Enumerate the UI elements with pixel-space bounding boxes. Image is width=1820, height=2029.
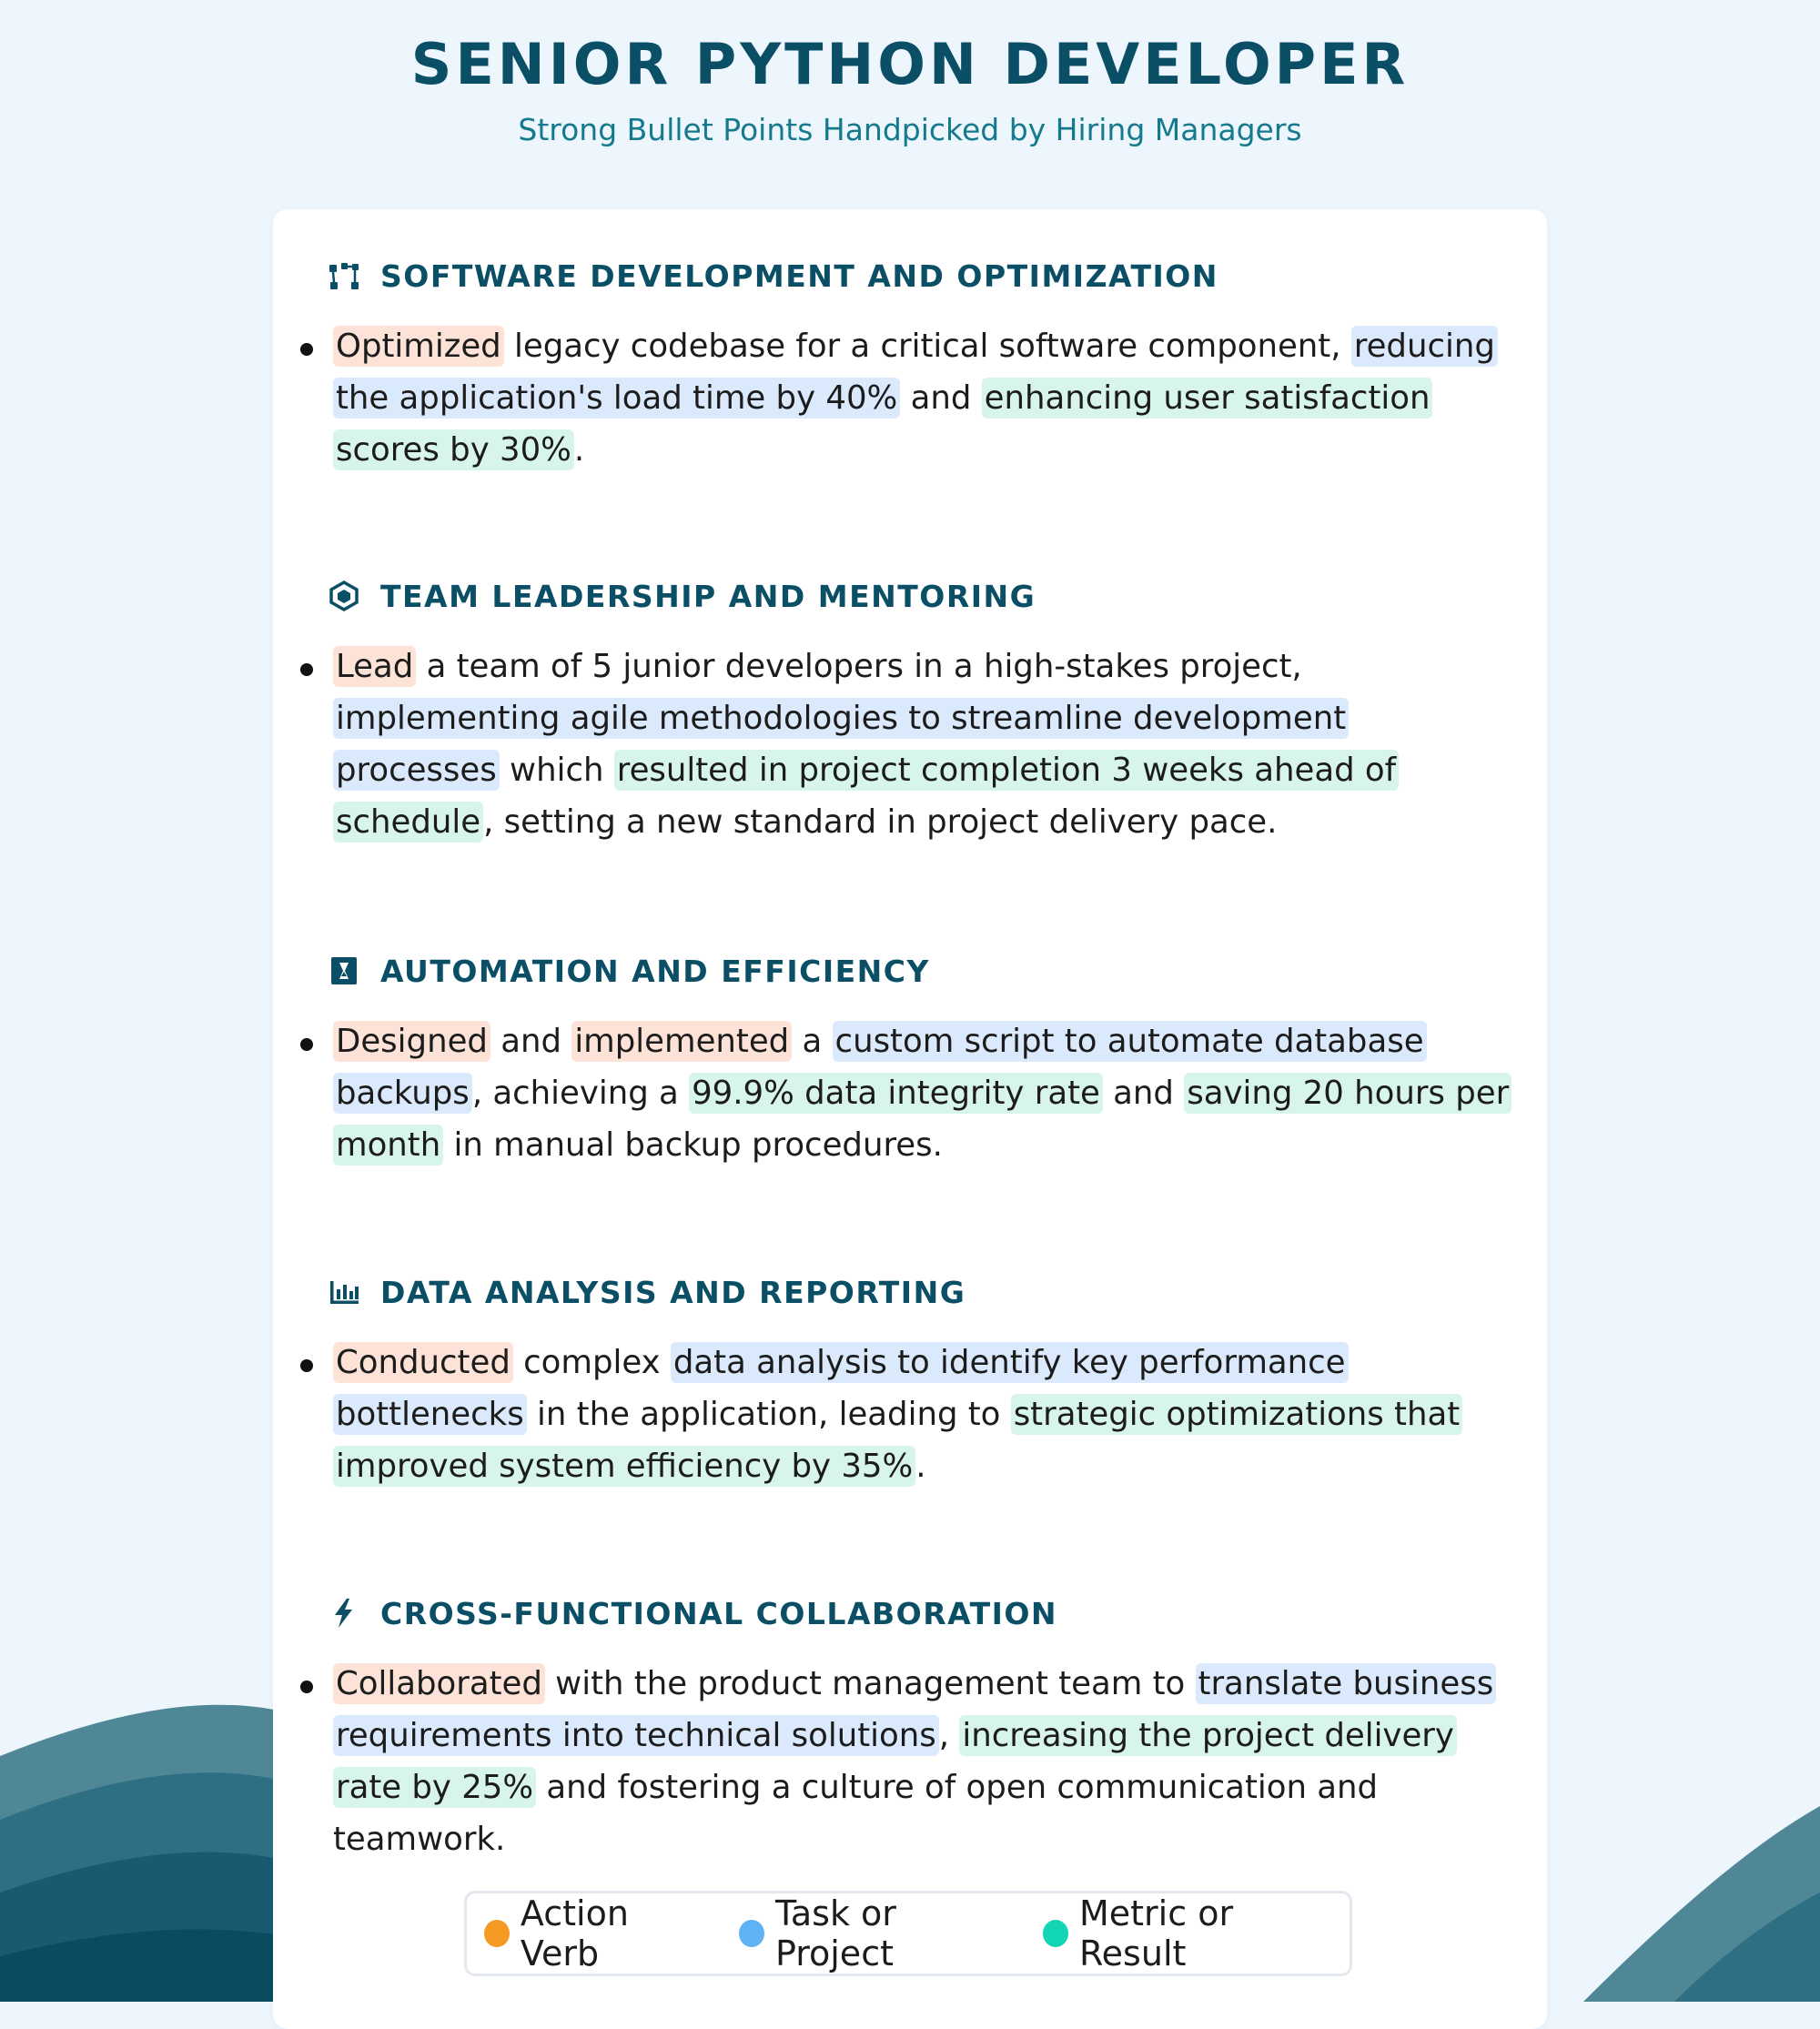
bullet-segment: which [499, 752, 614, 789]
nodes-icon [328, 259, 360, 292]
bullet-segment: implementing agile methodologies to streamline development processes [333, 698, 1349, 791]
bullet-segment: translate business requirements into technical solutions [333, 1663, 1496, 1756]
cube-icon [328, 580, 360, 612]
bullet-segment: and [1102, 1075, 1185, 1112]
list-item [300, 1015, 1520, 1171]
bullet-segment: in the application, leading to [526, 1396, 1011, 1433]
bullet-points-card [273, 209, 1547, 2029]
section-title: TEAM LEADERSHIP AND MENTORING [380, 578, 1036, 614]
bullet-dot [300, 1359, 313, 1372]
list-item [300, 641, 1520, 848]
bullet-text [333, 320, 1520, 476]
bullet-dot [300, 1038, 313, 1051]
hourglass-icon [328, 954, 360, 987]
legend-item-task [739, 1893, 1008, 1973]
legend-label: Task or Project [774, 1893, 896, 1973]
bullet-segment: . [573, 431, 585, 469]
list-item [300, 1658, 1520, 1865]
bullet-segment: Designed [333, 1021, 490, 1062]
bullet-segment: Lead [333, 646, 416, 687]
bullet-segment: and [490, 1023, 572, 1060]
bullet-segment: increasing the project delivery rate by 25% [333, 1715, 1457, 1808]
bullet-segment: reducing the application's load time by 40% [333, 326, 1498, 419]
legend-label: Metric or Result [1078, 1893, 1234, 1973]
bullet-segment: a team of 5 junior developers in a high-stakes project, [416, 648, 1302, 685]
bullet-segment: enhancing user satisfaction scores by 30% [333, 378, 1432, 470]
section-title: SOFTWARE DEVELOPMENT AND OPTIMIZATION [380, 257, 1218, 294]
bullet-dot [300, 1681, 313, 1693]
bar-chart-icon [328, 1276, 360, 1308]
lightning-icon [328, 1597, 360, 1630]
section-title: AUTOMATION AND EFFICIENCY [380, 953, 930, 989]
list-item [300, 1337, 1520, 1492]
bullet-segment: data analysis to identify key performance bottlenecks [333, 1342, 1349, 1435]
bullet-segment: in manual backup procedures. [443, 1126, 943, 1164]
page-subtitle: Strong Bullet Points Handpicked by Hiring Managers [518, 112, 1302, 147]
bullet-segment: Conducted [333, 1342, 513, 1383]
legend-item-action-verb [484, 1893, 704, 1973]
bullet-segment: , setting a new standard in project delivery pace. [483, 803, 1278, 841]
bullet-segment: , [938, 1717, 960, 1754]
bullet-segment: complex [512, 1344, 671, 1381]
page-title: SENIOR PYTHON DEVELOPER [410, 31, 1410, 97]
bullet-segment: implemented [571, 1021, 792, 1062]
bullet-segment: . [915, 1448, 926, 1485]
bullet-segment: strategic optimizations that improved system efficiency by 35% [333, 1394, 1462, 1487]
bullet-segment: with the product management team to [544, 1665, 1196, 1702]
bullet-segment: legacy codebase for a critical software component, [503, 328, 1351, 365]
bullet-segment: 99.9% data integrity rate [689, 1073, 1103, 1114]
bullet-segment: and fostering a culture of open communication and teamwork. [333, 1769, 1379, 1858]
bullet-text [333, 1658, 1520, 1865]
highlight-legend [464, 1891, 1352, 1976]
bullet-text [333, 641, 1520, 848]
list-item [300, 320, 1520, 476]
section-title: DATA ANALYSIS AND REPORTING [380, 1274, 966, 1310]
bullet-segment: , achieving a [471, 1075, 690, 1112]
bullet-dot [300, 343, 313, 356]
section-title: CROSS-FUNCTIONAL COLLABORATION [380, 1595, 1058, 1631]
bullet-segment: Collaborated [333, 1663, 545, 1704]
legend-item-metric [1043, 1893, 1332, 1973]
bullet-segment: Optimized [333, 326, 504, 367]
bullet-text [333, 1337, 1520, 1492]
bullet-dot [300, 663, 313, 676]
bullet-segment: custom script to automate database backups [333, 1021, 1427, 1114]
bullet-segment: resulted in project completion 3 weeks ahead of schedule [333, 750, 1399, 843]
legend-label: Action Verb [520, 1893, 629, 1973]
legend-dot [1043, 1920, 1068, 1947]
bullet-segment: and [900, 379, 982, 417]
bullet-segment: saving 20 hours per month [333, 1073, 1512, 1166]
bullet-text [333, 1015, 1520, 1171]
page-header [0, 0, 1820, 147]
legend-dot [484, 1920, 510, 1947]
bullet-segment: a [792, 1023, 833, 1060]
legend-dot [739, 1920, 764, 1947]
